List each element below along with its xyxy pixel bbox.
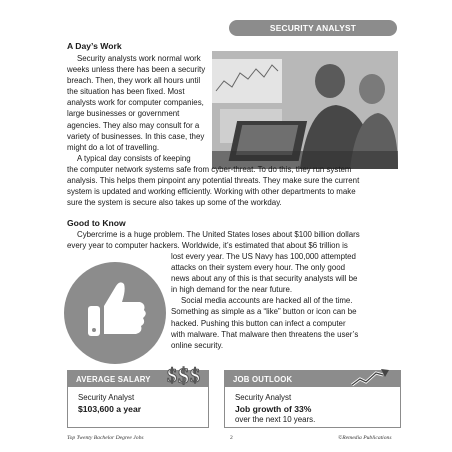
svg-text:$: $ [178, 363, 189, 386]
line: lost every year. The US Navy has 100,000 attempted [171, 252, 356, 261]
outlook-value: Job growth of 33% [235, 404, 312, 414]
line: the computer network systems safe from cyber-threat. To do this, they run system [67, 165, 352, 174]
salary-header: AVERAGE SALARY [68, 371, 208, 387]
para-days-work-continued [67, 164, 401, 208]
svg-text:$: $ [167, 365, 177, 386]
para-good-to-know [67, 229, 401, 251]
growth-arrow-icon [350, 366, 390, 388]
dollar-signs-icon [166, 362, 202, 386]
line: A typical day consists of keeping [77, 153, 191, 163]
line: variety of businesses. In this case, they [67, 131, 205, 141]
analysts-at-computer-photo [212, 51, 398, 169]
line: attacks on their system every hour. The only good [171, 263, 345, 273]
salary-value: $103,600 a year [78, 404, 142, 414]
line: Cybercrime is a huge problem. The United States loses about $100 billion dollars [77, 230, 360, 239]
section-banner: SECURITY ANALYST [229, 20, 397, 36]
line: every year to computer hackers. Worldwide, it’s estimated that about $6 trillion is [67, 241, 348, 251]
line: weeks unless there has been a security [67, 65, 206, 75]
thumbs-up-icon [64, 262, 166, 364]
outlook-role: Security Analyst [235, 393, 292, 402]
footer-book-title: Top Twenty Bachelor Degree Jobs [67, 435, 144, 441]
line: Something as simple as a “like” button or icon can be [171, 307, 357, 317]
outlook-header: JOB OUTLOOK [225, 371, 400, 387]
line: Social media accounts are hacked all of the time. [181, 296, 353, 306]
line: hacked. Pushing this button can infect a computer [171, 318, 346, 328]
footer-publisher: ©Remedia Publications [338, 435, 392, 441]
salary-role: Security Analyst [78, 393, 135, 402]
line: with malware. That malware then threatens the user’s [171, 329, 359, 339]
line: in high demand for the near future. [171, 285, 293, 295]
line: sure the system is secure also takes up some of the workday. [67, 198, 282, 208]
para-navy [171, 251, 403, 351]
line: news about any of this is that security analysts will be [171, 274, 358, 284]
outlook-note: over the next 10 years. [235, 415, 316, 424]
line: breach. Then, they work all hours until [67, 76, 201, 86]
heading-a-days-work: A Day’s Work [67, 41, 122, 51]
line: agencies. They also may consult for a [67, 120, 200, 130]
line: analysis. This helps them pinpoint any potential threats. They make sure the current [67, 176, 360, 186]
footer-page-number: 2 [230, 435, 233, 441]
para-days-work [67, 53, 211, 164]
heading-good-to-know: Good to Know [67, 218, 126, 228]
line: might do a lot of travelling. [67, 142, 160, 152]
line: system is updated and working efficiently. Working with other departments to make [67, 187, 356, 197]
svg-text:$: $ [190, 365, 200, 386]
line: the situation has been fixed. Most [67, 87, 185, 97]
line: large businesses or government [67, 109, 180, 119]
line: analysts work for computer companies, [67, 98, 204, 108]
line: online security. [171, 340, 224, 350]
line: Security analysts work normal work [77, 54, 201, 63]
